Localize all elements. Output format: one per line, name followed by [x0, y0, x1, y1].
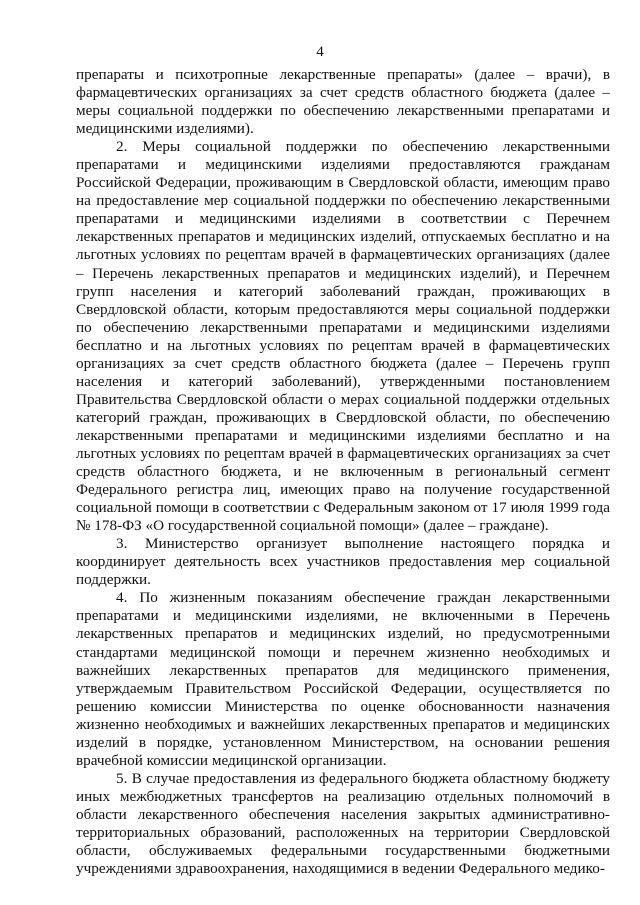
document-body	[76, 66, 610, 878]
paragraph-2: 2. Меры социальной поддержки по обеспечению лекарственными препаратами и медицинскими изделиями предоставляются гражданам Российской Федерации, проживающим в Свердловской области, имеющим право на предоставление мер социальной поддержки по обеспечению лекарственными препаратами и медицинскими изделиями в соответствии с Перечнем лекарственных препаратов и медицинских изделий, отпускаемых бесплатно и на льготных условиях по рецептам врачей в фармацевтических организациях (далее – Перечень лекарственных препаратов и медицинских изделий), и Перечнем групп населения и категорий заболеваний граждан, проживающих в Свердловской области, которым предоставляются меры социальной поддержки по обеспечению лекарственными препаратами и медицинскими изделиями бесплатно и на льготных условиях по рецептам врачей в фармацевтических организациях за счет средств областного бюджета (далее – Перечень групп населения и категорий заболеваний), утвержденными постановлением Правительства Свердловской области о мерах социальной поддержки отдельных категорий граждан, проживающих в Свердловской области, по обеспечению лекарственными препаратами и медицинскими изделиями бесплатно и на льготных условиях по рецептам врачей в фармацевтических организациях за счет средств областного бюджета, и не включенным в региональный сегмент Федерального регистра лиц, имеющих право на получение государственной социальной помощи в соответствии с Федеральным законом от 17 июля 1999 года № 178-ФЗ «О государственной социальной помощи» (далее – граждане).	[76, 138, 610, 535]
page-number: 4	[316, 44, 324, 60]
paragraph-3: 3. Министерство организует выполнение настоящего порядка и координирует деятельность всех участников предоставления мер социальной поддержки.	[76, 535, 610, 589]
paragraph-5: 5. В случае предоставления из федерального бюджета областному бюджету иных межбюджетных трансфертов на реализацию отдельных полномочий в области лекарственного обеспечения населения закрытых административно-территориальных образований, расположенных на территории Свердловской области, обслуживаемых федеральными государственными бюджетными учреждениями здравоохранения, находящимися в ведении Федерального медико-	[76, 769, 610, 878]
paragraph-4: 4. По жизненным показаниям обеспечение граждан лекарственными препаратами и медицинскими изделиями, не включенными в Перечень лекарственных препаратов и медицинских изделий, но предусмотренными стандартами медицинской помощи и перечнем жизненно необходимых и важнейших лекарственных препаратов для медицинского применения, утверждаемым Правительством Российской Федерации, осуществляется по решению комиссии Министерства по оценке обоснованности назначения жизненно необходимых и важнейших лекарственных препаратов и медицинских изделий в порядке, установленном Министерством, на основании решения врачебной комиссии медицинской организации.	[76, 589, 610, 769]
paragraph-continuation: препараты и психотропные лекарственные препараты» (далее – врачи), в фармацевтических организациях за счет средств областного бюджета (далее – меры социальной поддержки по обеспечению лекарственными препаратами и медицинскими изделиями).	[76, 66, 610, 138]
